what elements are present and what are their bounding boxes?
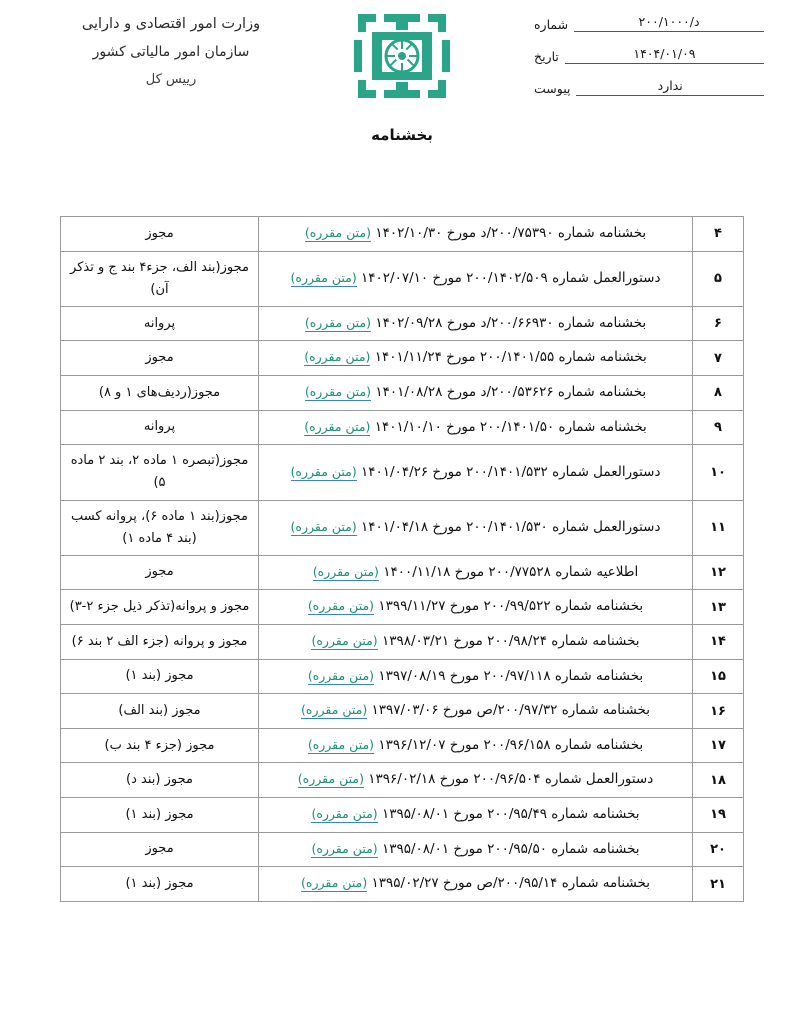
regulation-text-link[interactable]: (متن مقرره) xyxy=(297,771,364,787)
row-permit-type: مجوز (بند ۱) xyxy=(61,867,259,902)
circular-reference-text: بخشنامه شماره ۲۰۰/۹۸/۲۴ مورخ ۱۳۹۸/۰۳/۲۱ xyxy=(381,632,640,649)
table-row xyxy=(61,376,744,411)
table-row xyxy=(61,728,744,763)
table-row xyxy=(61,798,744,833)
regulation-text-link[interactable]: (متن مقرره) xyxy=(311,806,378,822)
meta-value-attachment: ندارد xyxy=(576,78,764,96)
table-row xyxy=(61,217,744,252)
row-description xyxy=(259,376,693,411)
row-permit-type: مجوز (بند الف) xyxy=(61,694,259,729)
meta-value-number: د/۲۰۰/۱۰۰۰ xyxy=(574,14,764,32)
row-number: ۵ xyxy=(693,251,744,306)
row-permit-type: مجوز xyxy=(61,555,259,590)
row-description xyxy=(259,763,693,798)
row-description xyxy=(259,694,693,729)
row-description xyxy=(259,500,693,555)
circulars-table-container xyxy=(60,216,744,902)
row-description xyxy=(259,832,693,867)
row-number: ۸ xyxy=(693,376,744,411)
regulation-text-link[interactable]: (متن مقرره) xyxy=(304,314,372,330)
organization-heading xyxy=(46,16,296,99)
table-row xyxy=(61,341,744,376)
regulation-text-link[interactable]: (متن مقرره) xyxy=(307,736,375,752)
circulars-table-body xyxy=(61,217,744,902)
table-row xyxy=(61,624,744,659)
document-header xyxy=(0,0,804,175)
circular-reference-text: بخشنامه شماره ۲۰۰/۹۷/۳۲/ص مورخ ۱۳۹۷/۰۳/۰۶ xyxy=(371,702,650,719)
table-row xyxy=(61,500,744,555)
meta-label-date: تاریخ xyxy=(534,49,559,64)
org-role-title: رییس کل xyxy=(145,72,197,87)
circular-reference-text: دستورالعمل شماره ۲۰۰/۱۴۰۱/۵۳۲ مورخ ۱۴۰۱/۰۴/۲۶ xyxy=(361,463,661,480)
row-number: ۹ xyxy=(693,410,744,445)
row-description xyxy=(259,798,693,833)
row-number: ۱۴ xyxy=(693,624,744,659)
row-number: ۱۸ xyxy=(693,763,744,798)
circular-reference-text: اطلاعیه شماره ۲۰۰/۷۷۵۲۸ مورخ ۱۴۰۰/۱۱/۱۸ xyxy=(383,563,639,580)
regulation-text-link[interactable]: (متن مقرره) xyxy=(311,840,378,856)
row-description xyxy=(259,555,693,590)
row-permit-type: مجوز (جزء ۴ بند ب) xyxy=(61,728,259,763)
regulation-text-link[interactable]: (متن مقرره) xyxy=(304,384,372,400)
meta-row-date xyxy=(534,46,764,64)
circular-reference-text: دستورالعمل شماره ۲۰۰/۱۴۰۲/۵۰۹ مورخ ۱۴۰۲/۰۷/۱۰ xyxy=(361,269,661,286)
circular-reference-text: بخشنامه شماره ۲۰۰/۶۶۹۳۰/د مورخ ۱۴۰۲/۰۹/۲۸ xyxy=(375,314,647,331)
meta-value-date: ۱۴۰۴/۰۱/۰۹ xyxy=(565,46,764,64)
regulation-text-link[interactable]: (متن مقرره) xyxy=(290,463,357,479)
row-permit-type: مجوز(بند ۱ ماده ۶)، پروانه کسب (بند ۴ ماده ۱) xyxy=(61,500,259,555)
table-row xyxy=(61,251,744,306)
row-number: ۱۰ xyxy=(693,445,744,500)
circular-reference-text: بخشنامه شماره ۲۰۰/۱۴۰۱/۵۰ مورخ ۱۴۰۱/۱۰/۱۰ xyxy=(374,418,647,435)
regulation-text-link[interactable]: (متن مقرره) xyxy=(307,598,375,614)
circular-reference-text: بخشنامه شماره ۲۰۰/۵۳۶۲۶/د مورخ ۱۴۰۱/۰۸/۲۸ xyxy=(375,384,647,401)
row-permit-type: مجوز(ردیف‌های ۱ و ۸) xyxy=(61,376,259,411)
iran-tax-administration-logo-icon xyxy=(350,10,454,102)
regulation-text-link[interactable]: (متن مقرره) xyxy=(304,349,371,365)
row-description xyxy=(259,251,693,306)
table-row xyxy=(61,445,744,500)
meta-row-number xyxy=(534,14,764,32)
regulation-text-link[interactable]: (متن مقرره) xyxy=(311,632,378,648)
row-description xyxy=(259,728,693,763)
regulation-text-link[interactable]: (متن مقرره) xyxy=(301,702,368,718)
circular-reference-text: بخشنامه شماره ۲۰۰/۹۶/۱۵۸ مورخ ۱۳۹۶/۱۲/۰۷ xyxy=(378,736,644,753)
circulars-table xyxy=(60,216,744,902)
regulation-text-link[interactable]: (متن مقرره) xyxy=(290,269,357,285)
row-permit-type: پروانه xyxy=(61,306,259,341)
circular-reference-text: بخشنامه شماره ۲۰۰/۹۹/۵۲۲ مورخ ۱۳۹۹/۱۱/۲۷ xyxy=(378,598,644,615)
circular-reference-text: بخشنامه شماره ۲۰۰/۱۴۰۱/۵۵ مورخ ۱۴۰۱/۱۱/۲۴ xyxy=(374,349,647,366)
row-permit-type: مجوز(تبصره ۱ ماده ۲، بند ۲ ماده ۵) xyxy=(61,445,259,500)
circular-reference-text: بخشنامه شماره ۲۰۰/۷۵۳۹۰/د مورخ ۱۴۰۲/۱۰/۳۰ xyxy=(375,225,647,241)
circular-reference-text: دستورالعمل شماره ۲۰۰/۹۶/۵۰۴ مورخ ۱۳۹۶/۰۲/۱۸ xyxy=(368,771,654,788)
regulation-text-link[interactable]: (متن مقرره) xyxy=(304,225,372,240)
row-description xyxy=(259,590,693,625)
table-row xyxy=(61,410,744,445)
row-number: ۴ xyxy=(693,217,744,252)
row-permit-type: مجوز (بند د) xyxy=(61,763,259,798)
regulation-text-link[interactable]: (متن مقرره) xyxy=(304,418,371,434)
table-row xyxy=(61,763,744,798)
row-description xyxy=(259,867,693,902)
regulation-text-link[interactable]: (متن مقرره) xyxy=(290,518,357,534)
circular-reference-text: بخشنامه شماره ۲۰۰/۹۵/۵۰ مورخ ۱۳۹۵/۰۸/۰۱ xyxy=(381,840,640,857)
row-permit-type: مجوز(بند الف، جزء۴ بند ج و تذکر آن) xyxy=(61,251,259,306)
row-permit-type: مجوز و پروانه (جزء الف ۲ بند ۶) xyxy=(61,624,259,659)
circular-reference-text: دستورالعمل شماره ۲۰۰/۱۴۰۱/۵۳۰ مورخ ۱۴۰۱/۰۴/۱۸ xyxy=(361,518,661,535)
circular-reference-text: بخشنامه شماره ۲۰۰/۹۵/۱۴/ص مورخ ۱۳۹۵/۰۲/۲۷ xyxy=(371,875,650,892)
row-permit-type: مجوز و پروانه(تذکر ذیل جزء ۲-۳) xyxy=(61,590,259,625)
row-permit-type: مجوز xyxy=(61,217,259,252)
meta-label-attachment: پیوست xyxy=(534,81,571,96)
org-ministry-name: وزارت امور اقتصادی و دارایی xyxy=(81,16,261,32)
row-permit-type: پروانه xyxy=(61,410,259,445)
regulation-text-link[interactable]: (متن مقرره) xyxy=(307,667,375,683)
circular-reference-text: بخشنامه شماره ۲۰۰/۹۵/۴۹ مورخ ۱۳۹۵/۰۸/۰۱ xyxy=(381,806,640,823)
meta-row-attachment xyxy=(534,78,764,96)
row-number: ۱۱ xyxy=(693,500,744,555)
row-number: ۱۲ xyxy=(693,555,744,590)
row-description xyxy=(259,445,693,500)
regulation-text-link[interactable]: (متن مقرره) xyxy=(301,875,368,891)
table-row xyxy=(61,832,744,867)
table-row xyxy=(61,306,744,341)
org-department-name: سازمان امور مالیاتی کشور xyxy=(92,44,250,60)
row-number: ۲۱ xyxy=(693,867,744,902)
table-row xyxy=(61,694,744,729)
row-number: ۱۷ xyxy=(693,728,744,763)
row-permit-type: مجوز xyxy=(61,832,259,867)
row-number: ۱۳ xyxy=(693,590,744,625)
circular-reference-text: بخشنامه شماره ۲۰۰/۹۷/۱۱۸ مورخ ۱۳۹۷/۰۸/۱۹ xyxy=(378,667,644,684)
row-number: ۷ xyxy=(693,341,744,376)
row-description xyxy=(259,341,693,376)
row-description xyxy=(259,624,693,659)
row-number: ۱۶ xyxy=(693,694,744,729)
row-number: ۱۹ xyxy=(693,798,744,833)
table-row xyxy=(61,659,744,694)
row-number: ۱۵ xyxy=(693,659,744,694)
page-title: بخشنامه xyxy=(371,126,433,144)
header-meta-fields xyxy=(534,14,764,110)
row-permit-type: مجوز xyxy=(61,341,259,376)
row-description xyxy=(259,410,693,445)
row-number: ۶ xyxy=(693,306,744,341)
regulation-text-link[interactable]: (متن مقرره) xyxy=(312,563,379,579)
row-description xyxy=(259,217,693,252)
row-description xyxy=(259,659,693,694)
table-row xyxy=(61,867,744,902)
row-description xyxy=(259,306,693,341)
table-row xyxy=(61,555,744,590)
row-permit-type: مجوز (بند ۱) xyxy=(61,659,259,694)
table-row xyxy=(61,590,744,625)
meta-label-number: شماره xyxy=(534,17,569,32)
row-number: ۲۰ xyxy=(693,832,744,867)
row-permit-type: مجوز (بند ۱) xyxy=(61,798,259,833)
